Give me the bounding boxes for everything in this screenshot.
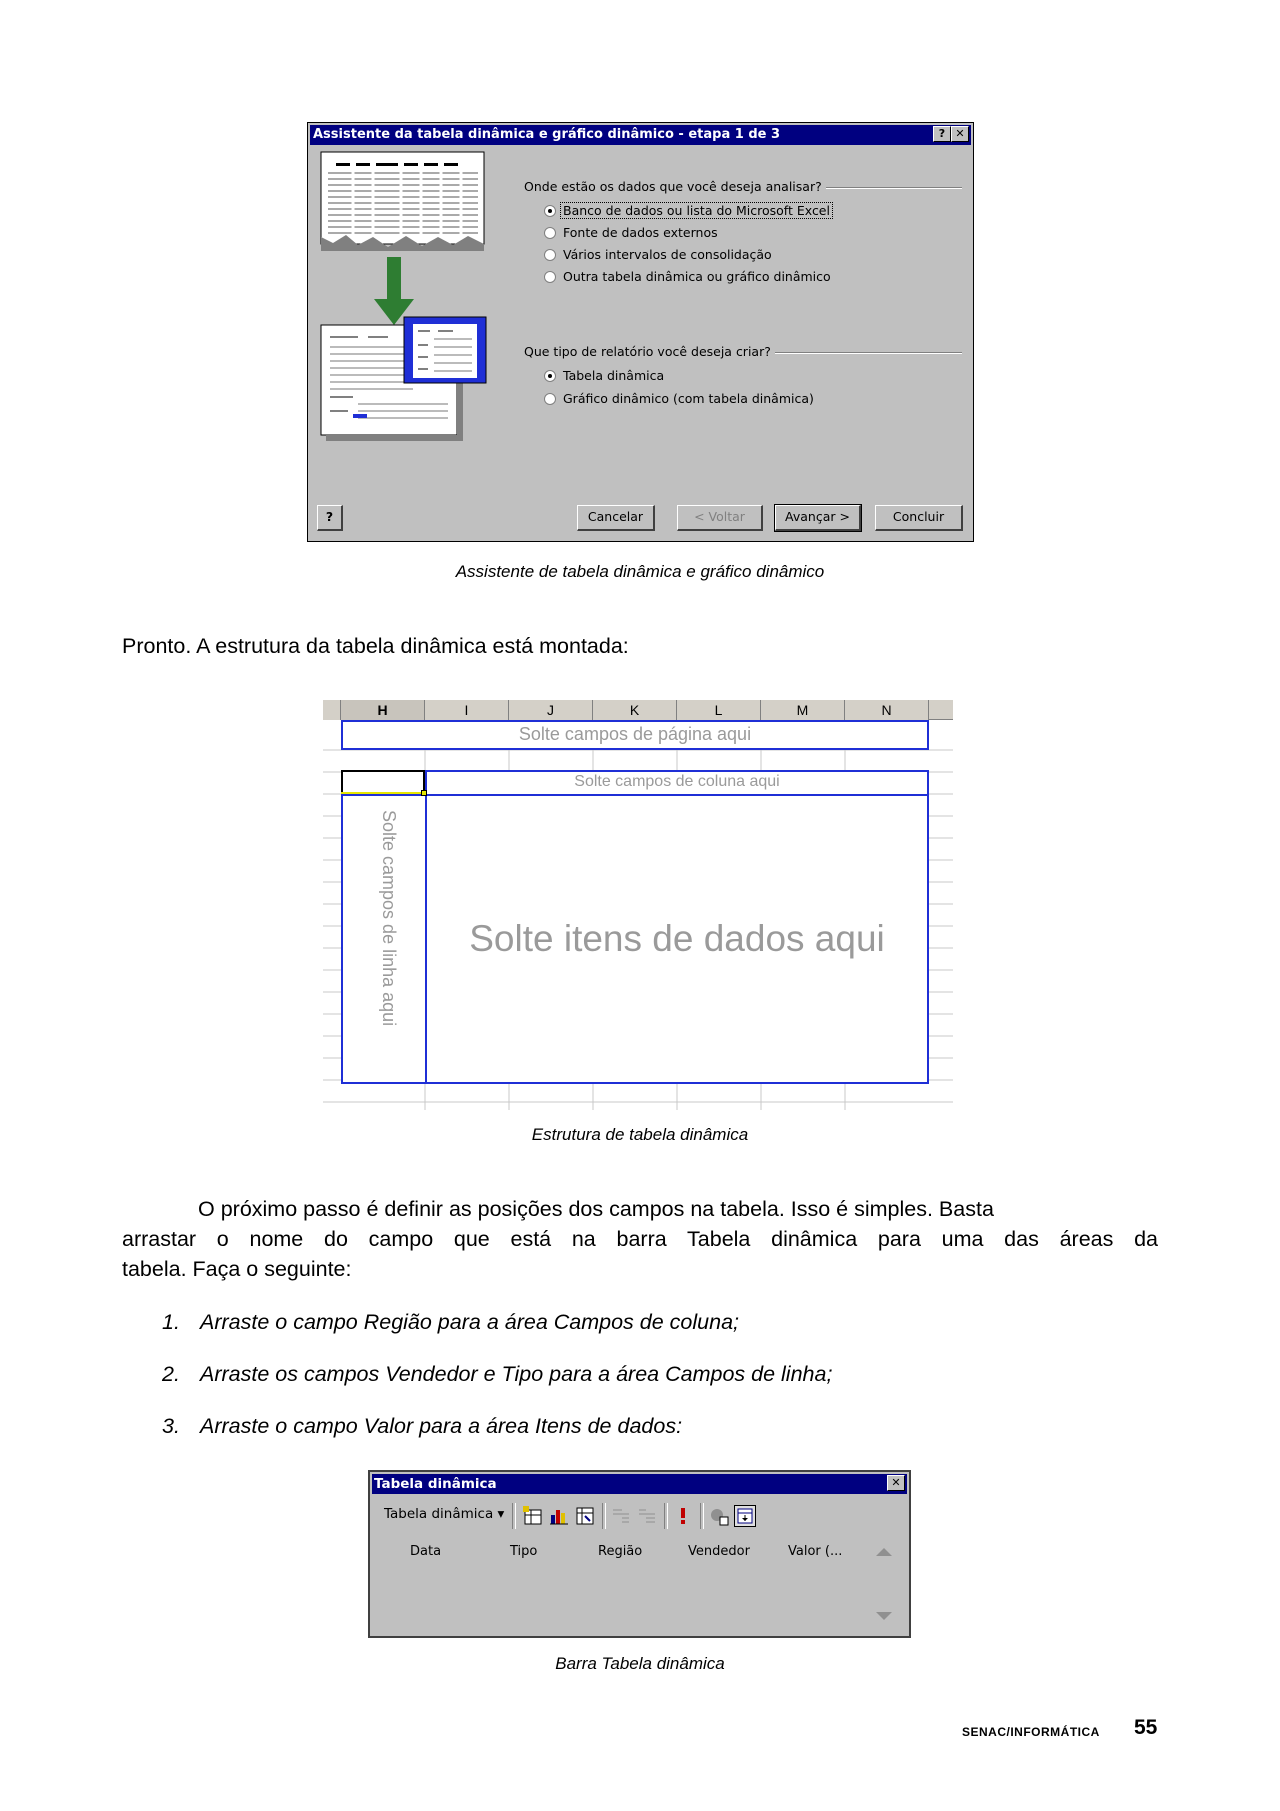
help-button[interactable] xyxy=(317,505,343,531)
data-drop-label: Solte itens de dados aqui xyxy=(469,918,885,959)
radio-label-other-pivot[interactable]: Outra tabela dinâmica ou gráfico dinâmico xyxy=(563,269,831,284)
wizard-illustration xyxy=(318,149,496,489)
show-field-list-icon[interactable] xyxy=(734,1505,756,1527)
toolbar-title: Tabela dinâmica xyxy=(372,1474,907,1494)
pivot-toolbar xyxy=(368,1470,911,1638)
step-3-number: 3. xyxy=(162,1414,180,1438)
col-header-m[interactable]: M xyxy=(761,700,845,720)
column-drop-label: Solte campos de coluna aqui xyxy=(574,773,780,790)
toolbar-close-button[interactable]: ✕ xyxy=(887,1475,905,1491)
back-button[interactable]: < Voltar xyxy=(677,505,763,531)
radio-label-excel-list[interactable]: Banco de dados ou lista do Microsoft Excel xyxy=(563,203,830,218)
radio-other-pivot[interactable] xyxy=(544,271,556,283)
corner-header xyxy=(323,700,341,720)
paragraph-line-1: O próximo passo é definir as posições dos campos na tabela. Isso é simples. Basta xyxy=(198,1197,994,1221)
step-1-number: 1. xyxy=(162,1310,180,1334)
format-report-icon[interactable] xyxy=(522,1505,544,1527)
toolbar-separator xyxy=(512,1503,516,1529)
active-cell[interactable] xyxy=(341,770,425,794)
ready-text: Pronto. A estrutura da tabela dinâmica está montada: xyxy=(122,634,629,658)
toolbar-caption: Barra Tabela dinâmica xyxy=(555,1654,725,1673)
pivot-caption: Estrutura de tabela dinâmica xyxy=(531,1125,749,1144)
scroll-down-icon[interactable] xyxy=(876,1612,892,1620)
page-drop-label: Solte campos de página aqui xyxy=(518,724,752,744)
step-1-text: Arraste o campo Região para a área Campos de coluna; xyxy=(200,1310,740,1334)
step-2-number: 2. xyxy=(162,1362,180,1386)
col-header-k[interactable]: K xyxy=(593,700,677,720)
footer-brand: SENAC/INFORMÁTICA xyxy=(962,1725,1100,1739)
refresh-data-icon[interactable] xyxy=(672,1505,694,1527)
col-header-l[interactable]: L xyxy=(677,700,761,720)
field-button-regiao[interactable]: Região xyxy=(598,1544,643,1559)
scroll-up-icon[interactable] xyxy=(876,1548,892,1556)
chart-wizard-icon[interactable] xyxy=(548,1505,570,1527)
radio-label-consolidation-ranges[interactable]: Vários intervalos de consolidação xyxy=(563,247,772,262)
step-3-text: Arraste o campo Valor para a área Itens de dados: xyxy=(200,1414,683,1438)
step-2-text: Arraste os campos Vendedor e Tipo para a área Campos de linha; xyxy=(200,1362,833,1386)
help-title-button[interactable]: ? xyxy=(933,126,951,142)
radio-excel-list[interactable] xyxy=(544,205,556,217)
col-header-j[interactable]: J xyxy=(509,700,593,720)
column-fields-drop-area[interactable] xyxy=(425,770,929,796)
col-header-i[interactable]: I xyxy=(425,700,509,720)
group1-label: Onde estão os dados que você deseja analisar? xyxy=(524,179,826,194)
toolbar-separator xyxy=(700,1503,704,1529)
field-button-valor[interactable]: Valor (... xyxy=(788,1544,843,1559)
wizard-title: Assistente da tabela dinâmica e gráfico dinâmico - etapa 1 de 3 xyxy=(310,125,971,145)
finish-button[interactable]: Concluir xyxy=(875,505,963,531)
radio-label-pivot-chart[interactable]: Gráfico dinâmico (com tabela dinâmica) xyxy=(563,391,814,406)
radio-external-source[interactable] xyxy=(544,227,556,239)
row-drop-label: Solte campos de linha aqui xyxy=(379,810,399,1027)
paragraph-line-2: arrastar o nome do campo que está na barra Tabela dinâmica para uma das áreas da xyxy=(122,1227,1158,1251)
col-header-h[interactable]: H xyxy=(341,700,425,720)
col-header-n[interactable]: N xyxy=(845,700,929,720)
help-icon: ? xyxy=(325,509,334,524)
radio-pivot-chart[interactable] xyxy=(544,393,556,405)
radio-label-external-source[interactable]: Fonte de dados externos xyxy=(563,225,718,240)
page-number: 55 xyxy=(1134,1716,1158,1739)
row-fields-drop-area[interactable] xyxy=(341,794,427,1084)
next-button[interactable]: Avançar > xyxy=(775,505,861,531)
radio-label-pivot-table[interactable]: Tabela dinâmica xyxy=(563,368,665,383)
pivot-structure xyxy=(323,700,953,1110)
toolbar-separator xyxy=(602,1503,606,1529)
paragraph-line-3: tabela. Faça o seguinte: xyxy=(122,1257,352,1281)
data-items-drop-area[interactable] xyxy=(425,794,929,1084)
close-title-button[interactable]: ✕ xyxy=(951,126,969,142)
radio-pivot-table[interactable] xyxy=(544,370,556,382)
field-settings-icon[interactable] xyxy=(708,1505,730,1527)
group2-label: Que tipo de relatório você deseja criar? xyxy=(524,344,775,359)
radio-consolidation-ranges[interactable] xyxy=(544,249,556,261)
field-button-data[interactable]: Data xyxy=(410,1544,442,1559)
fill-handle[interactable] xyxy=(421,790,427,796)
show-detail-icon[interactable] xyxy=(636,1505,658,1527)
field-button-tipo[interactable]: Tipo xyxy=(510,1544,538,1559)
hide-detail-icon[interactable] xyxy=(610,1505,632,1527)
wizard-caption: Assistente de tabela dinâmica e gráfico dinâmico xyxy=(455,562,825,581)
toolbar-separator xyxy=(664,1503,668,1529)
pivot-wizard-icon[interactable] xyxy=(574,1505,596,1527)
field-button-vendedor[interactable]: Vendedor xyxy=(688,1544,750,1559)
page-fields-drop-area[interactable] xyxy=(341,720,929,750)
pivot-wizard-dialog xyxy=(307,122,974,542)
cancel-button[interactable]: Cancelar xyxy=(577,505,655,531)
pivot-menu-dropdown[interactable]: Tabela dinâmica ▾ xyxy=(384,1506,505,1522)
